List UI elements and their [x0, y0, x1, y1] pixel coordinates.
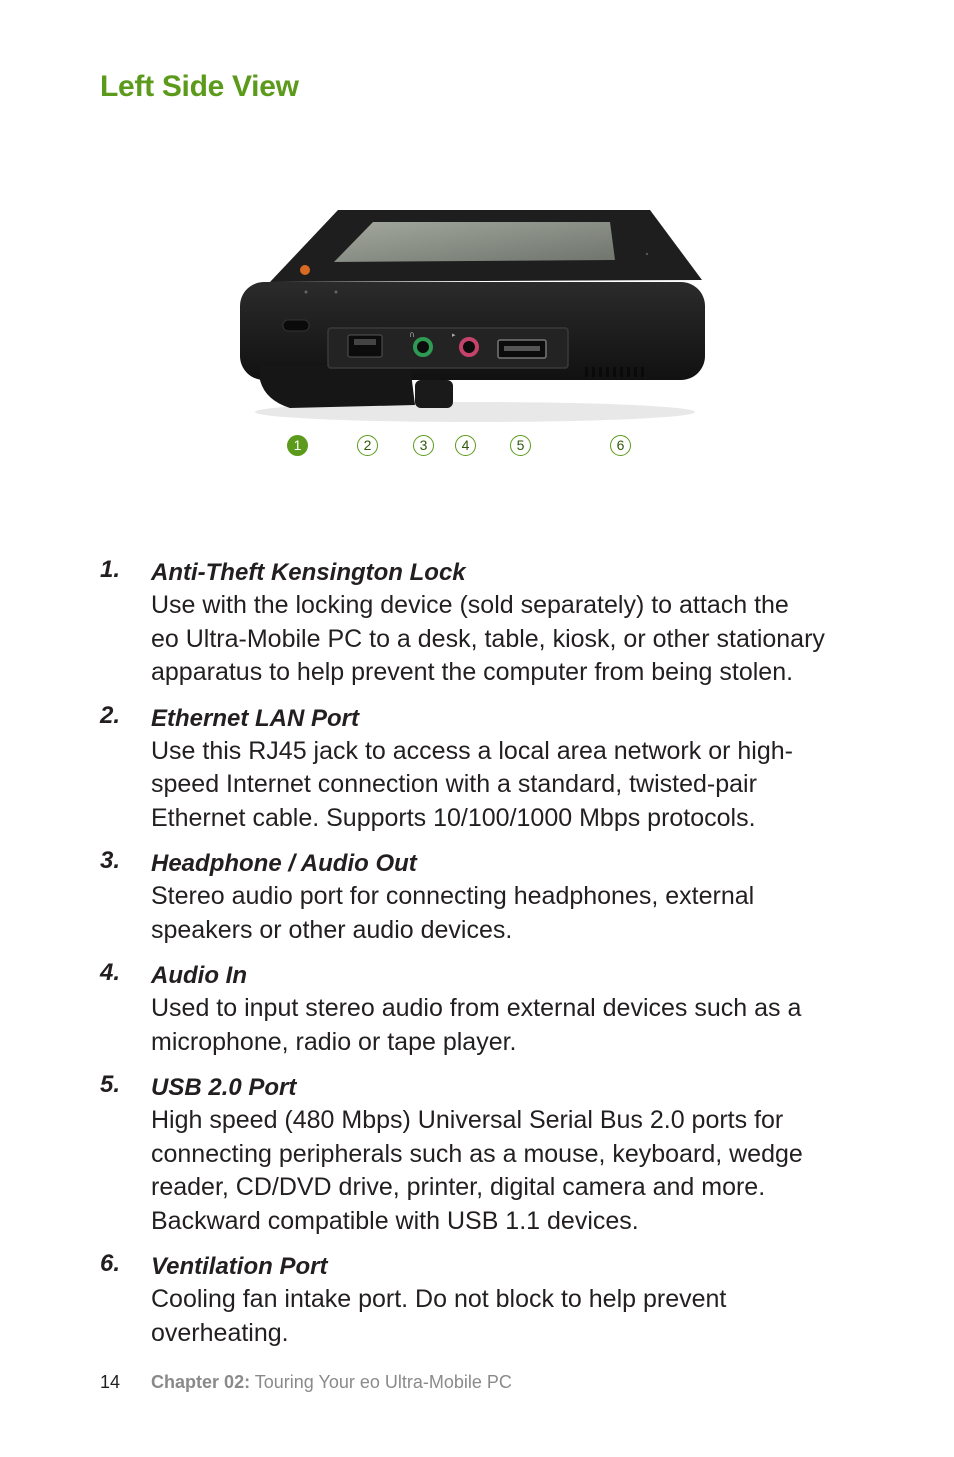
description-line: microphone, radio or tape player. [151, 1027, 517, 1056]
callout-marker: 3 [413, 435, 434, 456]
svg-text:∩: ∩ [409, 330, 415, 339]
callout-marker: 2 [357, 435, 378, 456]
callout-marker: 6 [610, 435, 631, 456]
item-title: Anti-Theft Kensington Lock [151, 559, 466, 586]
item-number: 6. [100, 1250, 121, 1277]
list-item [100, 556, 860, 690]
item-number: 3. [100, 847, 121, 874]
list-item [100, 959, 860, 1059]
description-line: reader, CD/DVD drive, printer, digital camera and more. [151, 1173, 766, 1201]
callout-marker: 5 [510, 435, 531, 456]
ventilation-grille [585, 367, 644, 377]
page-footer [100, 1372, 512, 1393]
description-line: High speed (480 Mbps) Universal Serial Bus 2.0 ports for [151, 1106, 784, 1134]
page-number: 14 [100, 1372, 121, 1392]
page-title: Left Side View [100, 70, 299, 103]
callout-marker: 1 [287, 435, 308, 456]
description-line: apparatus to help prevent the computer from being stolen. [151, 658, 794, 686]
audio-in-jack [461, 339, 477, 355]
description-line: connecting peripherals such as a mouse, keyboard, wedge [151, 1139, 803, 1168]
description-line: Ethernet cable. Supports 10/100/1000 Mbps protocols. [151, 803, 756, 832]
item-description [151, 589, 860, 690]
item-number: 4. [100, 959, 121, 986]
svg-text:▸: ▸ [452, 331, 456, 339]
list-item [100, 702, 860, 836]
item-title: Ventilation Port [151, 1253, 328, 1280]
description-line: speed Internet connection with a standard, twisted-pair [151, 770, 757, 798]
item-number: 1. [100, 556, 121, 583]
description-line: speakers or other audio devices. [151, 915, 513, 944]
item-number: 2. [100, 701, 121, 729]
item-description [151, 1283, 860, 1350]
headphone-jack [415, 339, 431, 355]
screen [334, 222, 615, 262]
chapter-label: Chapter 02: [151, 1372, 251, 1392]
callout-marker: 4 [455, 435, 476, 456]
item-description [151, 992, 860, 1059]
item-number: 5. [100, 1071, 121, 1098]
item-title: Ethernet LAN Port [151, 704, 360, 732]
chapter-title: Touring Your eo Ultra-Mobile PC [254, 1372, 512, 1392]
description-line: overheating. [151, 1318, 289, 1347]
description-line: eo Ultra-Mobile PC to a desk, table, kiosk, or other stationary [151, 624, 825, 653]
description-line: Cooling fan intake port. Do not block to help prevent [151, 1285, 727, 1313]
list-item [100, 1250, 860, 1350]
description-line: Backward compatible with USB 1.1 devices. [151, 1206, 639, 1235]
description-line: Use with the locking device (sold separately) to attach the [151, 591, 789, 619]
list-item [100, 1071, 860, 1238]
item-title: Headphone / Audio Out [151, 850, 417, 877]
description-line: Stereo audio port for connecting headphones, external [151, 882, 755, 910]
item-title: Audio In [151, 962, 247, 989]
port-description-list [100, 556, 860, 1362]
item-description [151, 880, 860, 947]
description-line: Used to input stereo audio from external devices such as a [151, 994, 802, 1022]
ethernet-port [348, 335, 382, 357]
kensington-lock-slot [283, 320, 309, 331]
description-line: Use this RJ45 jack to access a local area network or high- [151, 736, 793, 765]
list-item [100, 847, 860, 947]
device-left-side-photo [230, 200, 720, 430]
item-description [151, 735, 860, 836]
item-title: USB 2.0 Port [151, 1074, 297, 1101]
item-description [151, 1104, 860, 1238]
